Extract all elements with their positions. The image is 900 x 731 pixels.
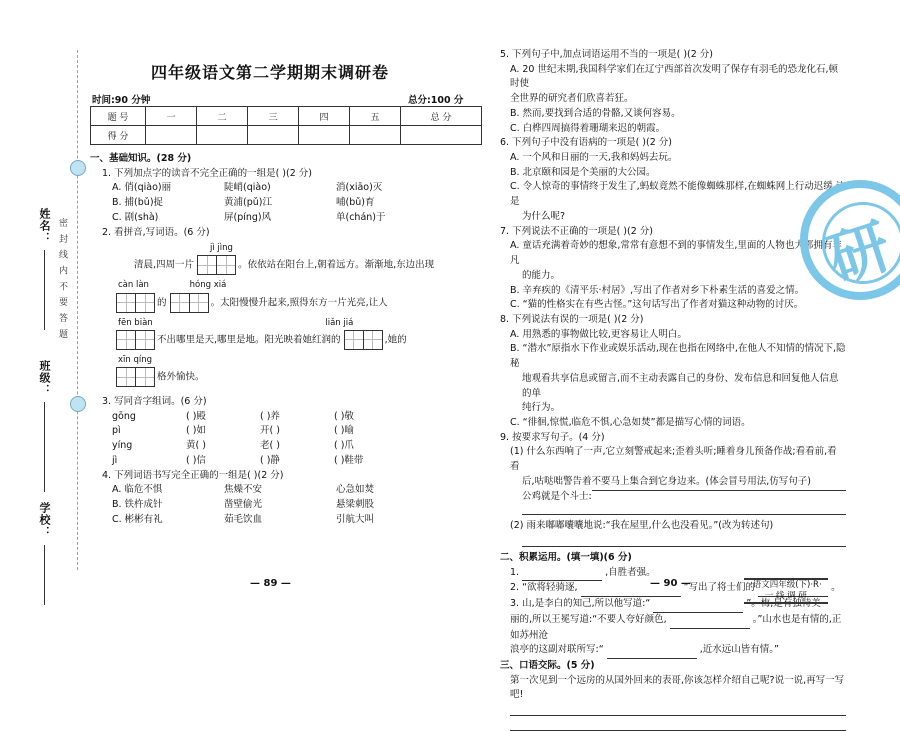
publisher-mark: ·语文四年级(下)·R· 一 线 调 研 bbox=[744, 578, 828, 604]
question-5: 5. 下列句子中,加点词语运用不当的一项是( )(2 分) bbox=[500, 49, 714, 60]
school-line[interactable] bbox=[44, 545, 45, 605]
pinyin: jì jìng bbox=[210, 243, 233, 254]
left-column bbox=[90, 152, 448, 527]
pinyin: hóng xiá bbox=[189, 280, 227, 291]
passage-line: 格外愉快。 bbox=[90, 367, 448, 387]
passage-line: 的 。太阳慢慢升起来,照得东方一片光亮,让人 bbox=[90, 293, 448, 313]
seal-circle bbox=[70, 160, 86, 176]
question-4: 4. 下列词语书写完全正确的一组是( )(2 分) bbox=[102, 469, 284, 481]
fill-blank[interactable] bbox=[653, 597, 743, 613]
section-heading: 三、口语交际。(5 分) bbox=[500, 660, 595, 672]
school-label: 学校： bbox=[38, 502, 51, 538]
score-table-score-row: 得 分 bbox=[91, 126, 482, 145]
question-3: 3. 写同音字组词。(6 分) bbox=[102, 396, 207, 407]
class-label: 班级： bbox=[38, 360, 51, 396]
char-grid[interactable] bbox=[197, 255, 235, 275]
question-4-options: A. 临危不惧 焦燥不安 心急如焚 B. 铁杵成针 凿壁偷光 悬梁刺股 C. 彬彬有礼 茹毛饮血 引航大叫 bbox=[112, 484, 375, 525]
question-7: 7. 下列说法不正确的一项是( )(2 分) bbox=[500, 225, 653, 237]
score-table bbox=[90, 106, 482, 145]
question-1-options: A. 俏(qiào)丽 陡峭(qiào) 消(xiāo)灭 B. 捕(bǔ)捉 黄浦(pǔ)江 哺(bǔ)育 C. 剧(shà) 屏(píng)风 单(chán)于 bbox=[112, 182, 386, 223]
page-number: — 90 — bbox=[650, 578, 691, 589]
seal-circle bbox=[70, 396, 86, 412]
answer-line[interactable] bbox=[510, 715, 846, 716]
seal-line bbox=[77, 50, 78, 570]
answer-line[interactable] bbox=[592, 490, 846, 491]
question-1: 1. 下列加点字的读音不完全正确的一组是( )(2 分) bbox=[102, 167, 312, 179]
binding-strip bbox=[0, 40, 86, 600]
char-grid[interactable] bbox=[170, 293, 208, 313]
fill-blank[interactable] bbox=[522, 566, 602, 582]
exam-time: 时间:90 分钟 bbox=[92, 95, 151, 106]
section-heading: 二、积累运用。(填一填)(6 分) bbox=[500, 552, 632, 563]
question-8: 8. 下列说法有误的一项是( )(2 分) bbox=[500, 313, 644, 325]
passage-line: 清晨,四周一片 。依依站在阳台上,朝着远方。渐渐地,东边出现 bbox=[90, 255, 448, 275]
char-grid[interactable] bbox=[116, 330, 154, 350]
exam-total: 总分:100 分 bbox=[408, 95, 464, 106]
char-grid[interactable] bbox=[116, 367, 154, 387]
passage-line: 不出哪里是天,哪里是地。阳光映着她红润的 ,她的 bbox=[90, 330, 448, 350]
fill-blank[interactable] bbox=[607, 643, 697, 659]
char-grid[interactable] bbox=[116, 293, 154, 313]
research-stamp-icon: 研 bbox=[800, 180, 900, 300]
question-6: 6. 下列句子中没有语病的一项是( )(2 分) bbox=[500, 137, 672, 149]
question-3-rows: gōng ( )殿 ( )养 ( )敬 pì ( )如 开( ) ( )喻 yíng 黄( ) 老( ) ( )爪 jì ( )信 ( )静 ( )鞋带 bbox=[112, 410, 364, 466]
pinyin: liǎn jiá bbox=[325, 317, 354, 328]
right-column: 5. 下列句子中,加点词语运用不当的一项是( )(2 分) A. 20 世纪末期,我国科学家们在辽宁西部首次发明了保存有羽毛的恐龙化石,顿时使 全世界的研究者们欣喜若狂。 B. 然而,要找到合适的骨骼,又谈何容易。 C. 白桦四周搞得着珊瑚来迟的朝霞。 6. 下列句子中没有语病的一项是( )(2 分) A. 一个风和日丽的一天,我和妈妈去玩。 B. 北京颐和园是个美丽的大公园。 C. 令人惊奇的事情终于发生了,蚂蚁竟然不能像蜘蛛那样,在蜘蛛网上行动迟缓,这是 为什么呢? 7. 下列说法不正确的一项是( )(2 分) A. 童话充满着奇妙的想象,常常有意想不到的事情发生,里面的人物也大都拥有非凡 的能力。 B. 辛弃疾的《清平乐·村居》,写出了作者对乡下朴素生活的喜爱之情。 C. “猫的性格实在有些古怪。”这句话写出了作者对猫这种动物的讨厌。 8. 下列说法有误的一项是( )(2 分) A. 用熟悉的事物做比较,更容易让人明白。 B. “潜水”原指水下作业或娱乐活动,现在也指在网络中,在他人不知情的情况下,隐秘 地观看共享信息或留言,而不主动表露自己的身份、发布信息和回复他人信息的单 纯行为。 C. “徘徊,惊慌,临危不惧,心急如焚”都是描写心情的词语。 9. 按要求写句子。(4 分) (1) 什么东西响了一声,它立刻警戒起来;歪着头听;睡着身儿预备作战;看看前,看看 后,咕哒咄警告着不要马上集合到它身边来。(体会冒号用法,仿写句子) 公鸡就是个斗士: (2) 雨来嘟嘟囔囔地说:“我在屋里,什么也没看见。”(改为转述句) 二、积累运用。(填一填)(6 分) 1. ,自胜者强。 2. “欲将轻骑逐, ”写出了将士们的 。 3. 山,是李白的知己,所以他写道:“ ”。梅,是有独特美 丽的,所以王冕写道:“不要人夸好颜色, 。”山水也是有情的,正如苏州沧 浪亭的这副对联所写:“ ,近水远山皆有情。” 三、口语交际。(5 分) 第一次见到一个远房的从国外回来的表哥,你该怎样介绍自己呢?说一说,再写一写吧! bbox=[500, 48, 846, 731]
score-table-header-row: 题 号 一 二 三 四 五 总 分 bbox=[91, 107, 482, 126]
stamp-clip bbox=[780, 170, 900, 310]
char-grid[interactable] bbox=[344, 330, 382, 350]
page-number: — 89 — bbox=[250, 578, 291, 589]
pinyin: fēn biàn bbox=[118, 317, 153, 328]
page-title: 四年级语文第二学期期末调研卷 bbox=[150, 63, 389, 82]
question-9: 9. 按要求写句子。(4 分) bbox=[500, 431, 605, 443]
class-line[interactable] bbox=[44, 402, 45, 492]
answer-line[interactable] bbox=[522, 514, 846, 515]
pinyin: xīn qíng bbox=[118, 354, 153, 365]
question-2: 2. 看拼音,写词语。(6 分) bbox=[102, 226, 210, 238]
fill-blank[interactable] bbox=[670, 613, 750, 629]
name-line[interactable] bbox=[44, 250, 45, 330]
pinyin: càn làn bbox=[118, 280, 149, 291]
section-heading: 一、基础知识。(28 分) bbox=[90, 153, 192, 164]
answer-line[interactable] bbox=[522, 546, 846, 547]
seal-warning: 密 封 线 内 不 要 答 题 bbox=[57, 218, 67, 341]
oral-prompt: 第一次见到一个远房的从国外回来的表哥,你该怎样介绍自己呢?说一说,再写一写吧! bbox=[510, 674, 845, 701]
name-label: 姓名： bbox=[38, 208, 51, 244]
